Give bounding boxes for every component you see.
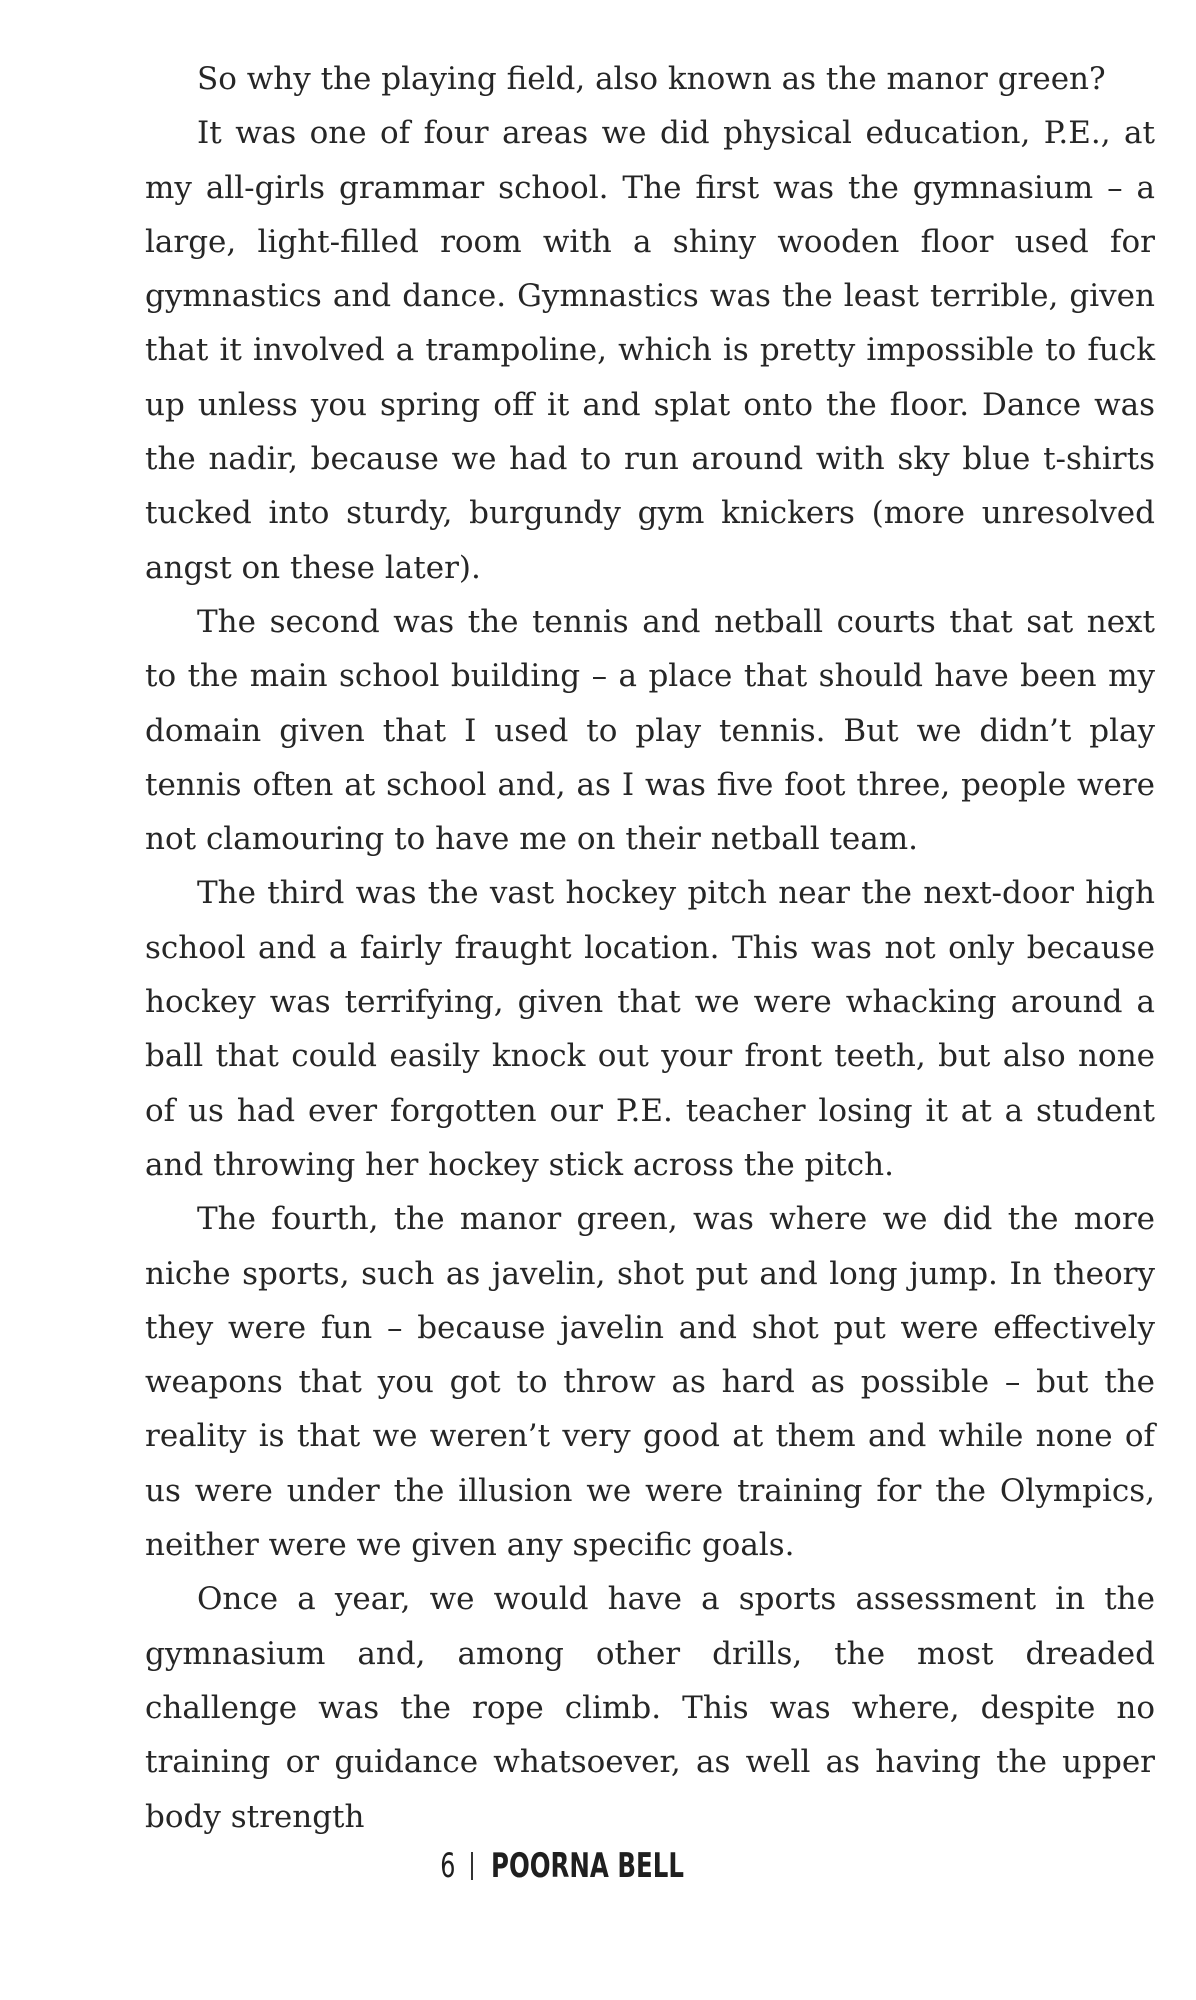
paragraph-2: It was one of four areas we did physical education, P.E., at my all-girls grammar school. The first was the gymnasium – a large, light-filled room with a shiny wooden floor used for gymnastics and dance. Gymnastics was the least terrible, given that it involved a trampoline, which is pretty impossible to fuck up unless you spring off it and splat onto the floor. Dance was the nadir, because we had to run around with sky blue t-shirts tucked into sturdy, burgundy gym knickers (more unresolved angst on these later). — [145, 115, 1155, 586]
paragraph-6: Once a year, we would have a sports assessment in the gymnasium and, among other drills, the most dreaded challenge was the rope climb. This was where, despite no training or guidance whatsoever, as well as having the upper body strength — [145, 1581, 1155, 1835]
paragraph-5: The fourth, the manor green, was where we did the more niche sports, such as javelin, shot put and long jump. In theory they were fun – because javelin and shot put were effectively weapons that you got to throw as hard as possible – but the reality is that we weren’t very good at them and while none of us were under the illusion we were training for the Olympics, neither were we given any specific goals. — [145, 1201, 1155, 1564]
page-number: 6 — [440, 1846, 456, 1886]
paragraph-3: The second was the tennis and netball courts that sat next to the main school building – a place that should have been my domain given that I used to play tennis. But we didn’t play tennis often at school and, as I was five foot three, people were not clamouring to have me on their netball team. — [145, 603, 1155, 858]
body-text — [145, 52, 1155, 1844]
author-name: POORNA BELL — [490, 1846, 684, 1886]
paragraph-1: So why the playing field, also known as the manor green? — [197, 61, 1106, 97]
page-footer — [0, 1843, 1196, 1890]
footer-separator — [471, 1852, 473, 1880]
paragraph-4: The third was the vast hockey pitch near the next-door high school and a fairly fraught location. This was not only because hockey was terrifying, given that we were whacking around a ball that could easily knock out your front teeth, but also none of us had ever forgotten our P.E. teacher losing it at a student and throwing her hockey stick across the pitch. — [145, 875, 1155, 1183]
